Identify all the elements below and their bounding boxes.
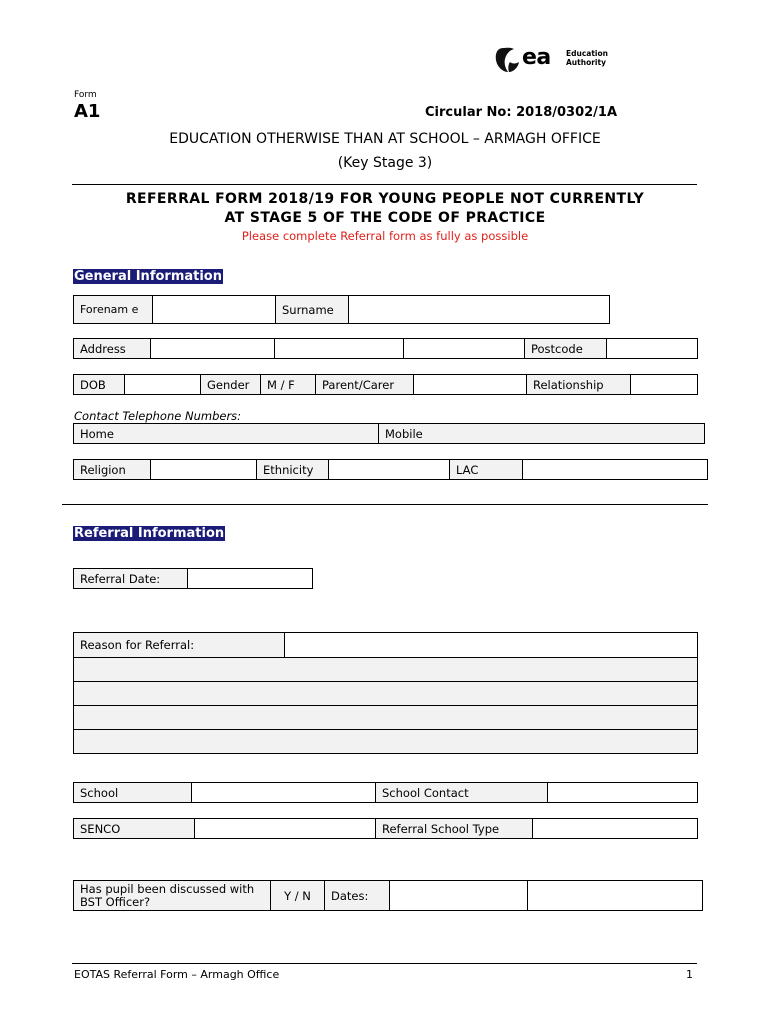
address-field-3[interactable] xyxy=(404,339,525,359)
general-information-heading xyxy=(73,265,223,285)
religion-field[interactable] xyxy=(151,460,257,480)
logo-subtitle-line1: Education xyxy=(566,49,608,58)
page-number: 1 xyxy=(686,968,693,981)
form-title-line1: REFERRAL FORM 2018/19 FOR YOUNG PEOPLE NOT CURRENTLY xyxy=(125,191,645,207)
religion-label: Religion xyxy=(74,460,151,480)
logo-wordmark: ea xyxy=(522,45,551,70)
dob-label: DOB xyxy=(74,375,125,395)
dates-label: Dates: xyxy=(325,881,390,911)
form-title xyxy=(60,190,710,228)
address-row xyxy=(73,338,698,359)
contact-numbers-label: Contact Telephone Numbers: xyxy=(74,409,242,423)
surname-field[interactable] xyxy=(349,296,610,324)
office-heading: EDUCATION OTHERWISE THAN AT SCHOOL – ARMAGH OFFICE xyxy=(169,131,601,147)
bst-row xyxy=(73,880,703,911)
reason-line-3[interactable] xyxy=(74,682,698,706)
forename-field[interactable] xyxy=(153,296,276,324)
school-row xyxy=(73,782,698,803)
reason-line-5[interactable] xyxy=(74,730,698,754)
ethnicity-label: Ethnicity xyxy=(257,460,329,480)
section-heading-text: Referral Information xyxy=(74,526,225,541)
senco-label: SENCO xyxy=(74,819,195,839)
bst-question-label: Has pupil been discussed with BST Officer? xyxy=(74,881,271,911)
parent-carer-field[interactable] xyxy=(414,375,527,395)
referral-date-row xyxy=(73,568,313,589)
header-divider xyxy=(72,184,697,185)
school-label: School xyxy=(74,783,192,803)
reason-line-2[interactable] xyxy=(74,658,698,682)
reason-for-referral-label: Reason for Referral: xyxy=(74,633,285,658)
relationship-label: Relationship xyxy=(527,375,631,395)
reason-field-1[interactable] xyxy=(285,633,698,658)
address-label: Address xyxy=(74,339,151,359)
referral-school-type-label: Referral School Type xyxy=(376,819,533,839)
referral-date-label: Referral Date: xyxy=(74,569,188,589)
address-field-1[interactable] xyxy=(151,339,275,359)
key-stage: (Key Stage 3) xyxy=(337,155,433,171)
form-code: A1 xyxy=(74,101,101,122)
footer-title: EOTAS Referral Form – Armagh Office xyxy=(74,968,280,981)
bst-yn-options[interactable]: Y / N xyxy=(271,881,325,911)
address-field-2[interactable] xyxy=(275,339,404,359)
referral-information-heading xyxy=(73,522,225,542)
lac-label: LAC xyxy=(450,460,523,480)
dob-field[interactable] xyxy=(125,375,201,395)
section-heading-text: General Information xyxy=(74,269,222,284)
senco-field[interactable] xyxy=(195,819,376,839)
school-field[interactable] xyxy=(192,783,376,803)
senco-row xyxy=(73,818,698,839)
dob-row xyxy=(73,374,698,395)
school-contact-label: School Contact xyxy=(376,783,548,803)
forename-label: Forenam e xyxy=(74,296,153,324)
religion-row xyxy=(73,459,708,480)
logo-subtitle-line2: Authority xyxy=(566,58,606,67)
school-contact-field[interactable] xyxy=(548,783,698,803)
phone-row xyxy=(73,423,705,444)
gender-options[interactable]: M / F xyxy=(261,375,316,395)
footer-divider xyxy=(72,963,697,964)
circular-number: Circular No: 2018/0302/1A xyxy=(425,105,618,120)
surname-label: Surname xyxy=(276,296,349,324)
ea-mark-icon xyxy=(494,44,522,74)
education-authority-logo xyxy=(494,44,614,74)
form-title-line2: AT STAGE 5 OF THE CODE OF PRACTICE xyxy=(224,210,546,226)
section-divider xyxy=(62,504,708,505)
dates-field-2[interactable] xyxy=(528,881,703,911)
ethnicity-field[interactable] xyxy=(329,460,450,480)
lac-field[interactable] xyxy=(523,460,708,480)
parent-carer-label: Parent/Carer xyxy=(316,375,414,395)
referral-school-type-field[interactable] xyxy=(533,819,698,839)
mobile-phone-field[interactable]: Mobile xyxy=(379,424,705,444)
gender-label: Gender xyxy=(201,375,261,395)
instruction-note: Please complete Referral form as fully as possible xyxy=(241,229,529,243)
logo-subtitle xyxy=(566,49,608,67)
postcode-field[interactable] xyxy=(607,339,698,359)
postcode-label: Postcode xyxy=(525,339,607,359)
dates-field-1[interactable] xyxy=(390,881,528,911)
referral-date-field[interactable] xyxy=(188,569,313,589)
form-label: Form xyxy=(74,90,97,100)
reason-line-4[interactable] xyxy=(74,706,698,730)
home-phone-field[interactable]: Home xyxy=(74,424,379,444)
reason-for-referral-table xyxy=(73,632,698,754)
name-row xyxy=(73,295,610,324)
relationship-field[interactable] xyxy=(631,375,698,395)
